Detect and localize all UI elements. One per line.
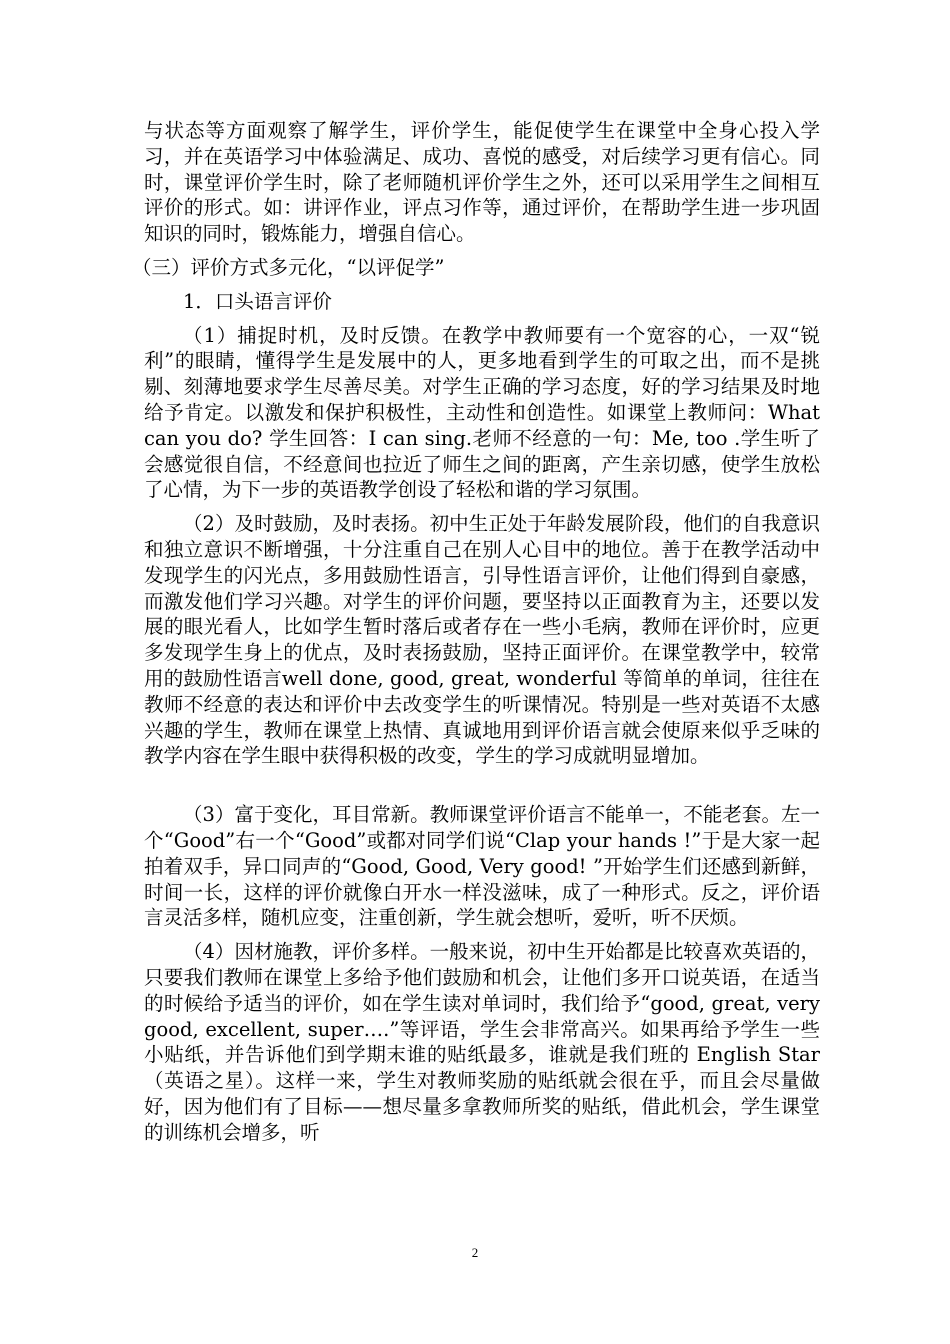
- page-number: 2: [471, 1245, 479, 1260]
- paragraph-continuation: 与状态等方面观察了解学生，评价学生，能促使学生在课堂中全身心投入学习，并在英语学习中体验满足、成功、喜悦的感受，对后续学习更有信心。同时，课堂评价学生时，除了老师随机评价学生之外，还可以采用学生之间相互评价的形式。如：讲评作业，评点习作等，通过评价，在帮助学生进一步巩固知识的同时，锻炼能力，增强自信心。: [144, 119, 820, 246]
- page-body: [132, 118, 820, 1145]
- subsection-heading: 1．口头语言评价: [183, 289, 332, 313]
- paragraph-item-3: （3）富于变化，耳目常新。教师课堂评价语言不能单一，不能老套。左一个“Good”右一个“Good”或都对同学们说“Clap your hands !”于是大家一起拍着双手，异口同声的“Good, Good, Very good! ”开始学生们还感到新鲜，时间一长，这样的评价就像白开水一样没滋味，成了一种形式。反之，评价语言灵活多样，随机应变，注重创新，学生就会想听，爱听，听不厌烦。: [144, 803, 820, 930]
- paragraph-item-2: （2）及时鼓励，及时表扬。初中生正处于年龄发展阶段，他们的自我意识和独立意识不断增强，十分注重自己在别人心目中的地位。善于在教学活动中发现学生的闪光点，多用鼓励性语言，引导性语言评价，让他们得到自豪感，而激发他们学习兴趣。对学生的评价问题，要坚持以正面教育为主，还要以发展的眼光看人，比如学生暂时落后或者存在一些小毛病，教师在评价时，应更多发现学生身上的优点，及时表扬鼓励，坚持正面评价。在课堂教学中，较常用的鼓励性语言well done, good, great, wonderful 等简单的单词，往往在教师不经意的表达和评价中去改变学生的听课情况。特别是一些对英语不太感兴趣的学生，教师在课堂上热情、真诚地用到评价语言就会使原来似乎乏味的教学内容在学生眼中获得积极的改变，学生的学习成就明显增加。: [144, 512, 820, 768]
- paragraph-item-1: （1）捕捉时机，及时反馈。在教学中教师要有一个宽容的心，一双“锐利”的眼睛，懂得学生是发展中的人，更多地看到学生的可取之出，而不是挑剔、刻薄地要求学生尽善尽美。对学生正确的学习态度，好的学习结果及时地给予肯定。以激发和保护积极性，主动性和创造性。如课堂上教师问：What can you do? 学生回答：I can sing.老师不经意的一句：Me, too .学生听了会感觉很自信，不经意间也拉近了师生之间的距离，产生亲切感，使学生放松了心情，为下一步的英语教学创设了轻松和谐的学习氛围。: [144, 323, 820, 502]
- section-heading: （三）评价方式多元化，“以评促学”: [132, 255, 445, 279]
- paragraph-item-4: （4）因材施教，评价多样。一般来说，初中生开始都是比较喜欢英语的，只要我们教师在课堂上多给予他们鼓励和机会，让他们多开口说英语，在适当的时候给予适当的评价，如在学生读对单词时，我们给予“good, great, very good, excellent, super….”等评语，学生会非常高兴。如果再给予学生一些小贴纸，并告诉他们到学期末谁的贴纸最多，谁就是我们班的 English Star（英语之星）。这样一来，学生对教师奖励的贴纸就会很在乎，而且会尽量做好，因为他们有了目标——想尽量多拿教师所奖的贴纸，借此机会，学生课堂的训练机会增多，听: [144, 940, 820, 1144]
